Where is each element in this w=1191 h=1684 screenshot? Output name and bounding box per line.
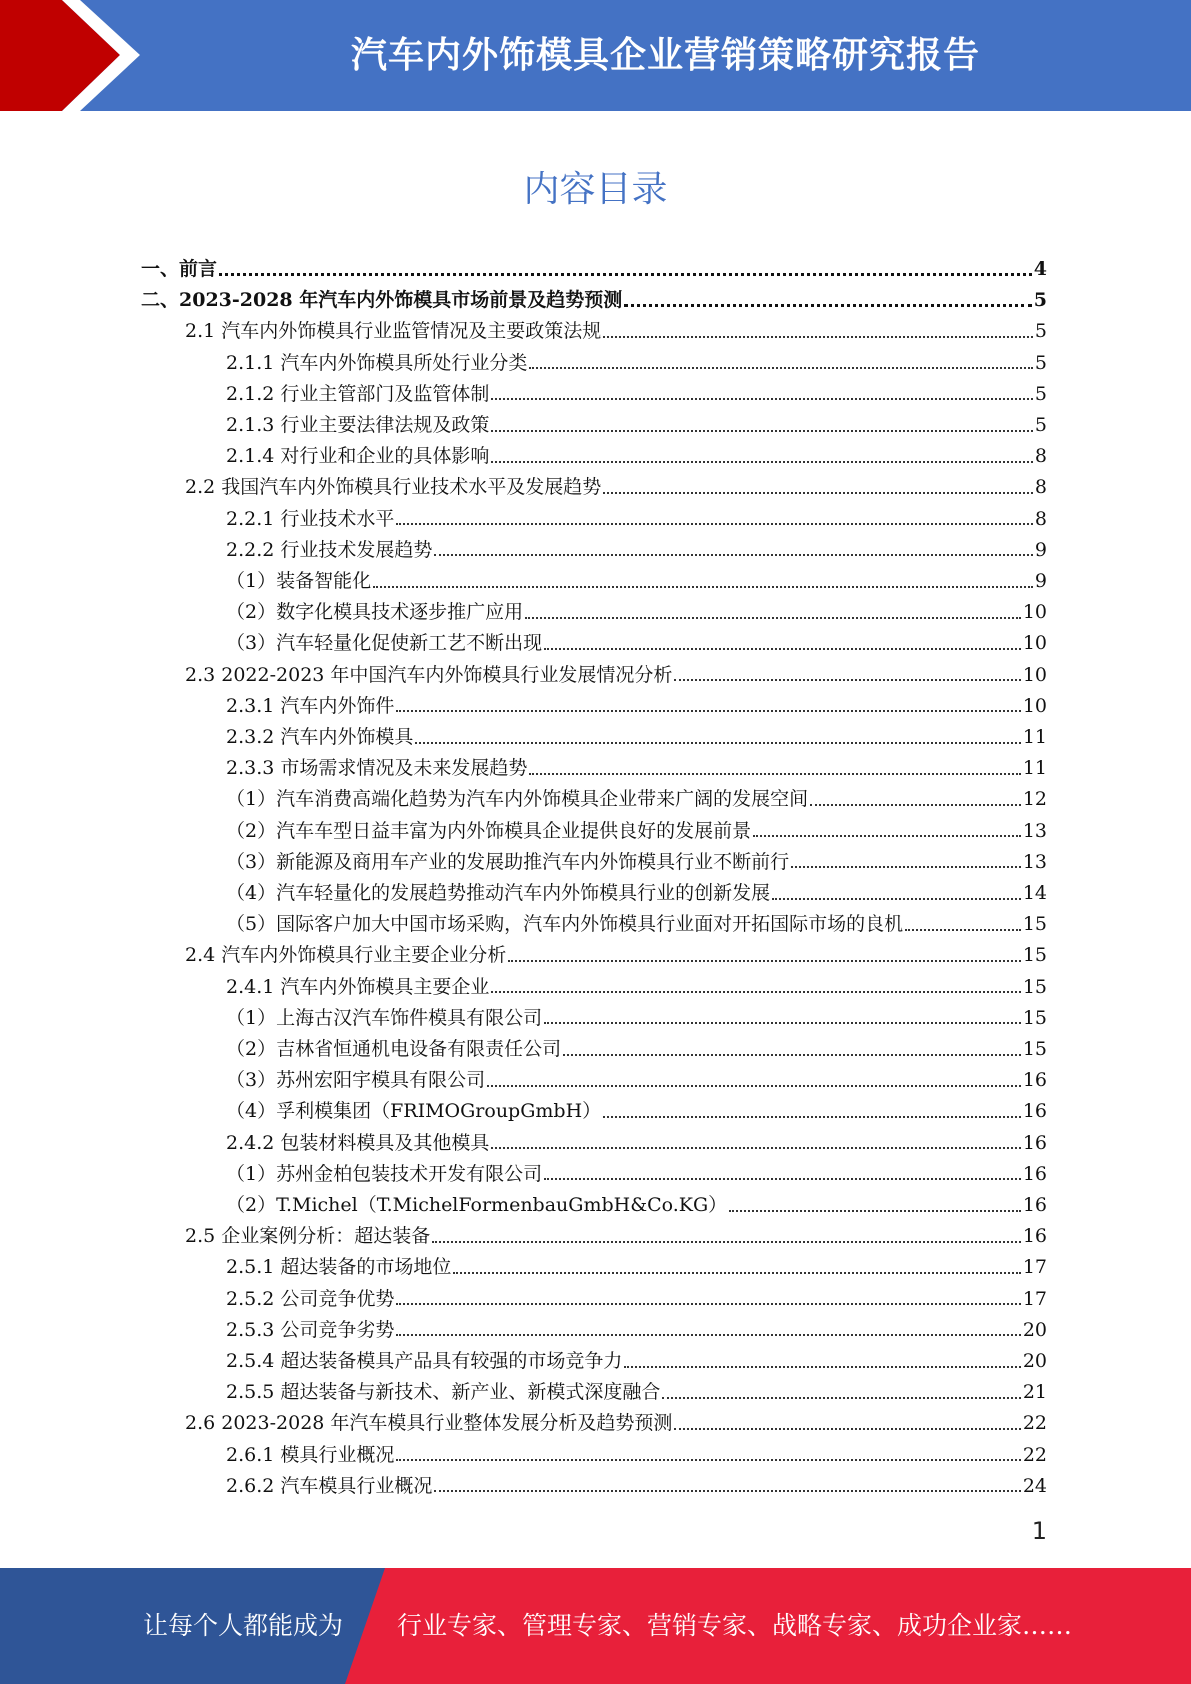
toc-entry[interactable]	[226, 691, 1047, 722]
toc-entry-text: 2.6.2 汽车模具行业概况	[226, 1474, 433, 1497]
toc-dot-leader	[624, 304, 1032, 307]
toc-entry-page: 5	[1033, 289, 1047, 312]
toc-dot-leader	[396, 1303, 1020, 1305]
toc-dot-leader	[544, 1178, 1021, 1180]
toc-entry-page: 10	[1022, 694, 1047, 717]
toc-entry[interactable]	[226, 1159, 1047, 1190]
toc-entry-text: （2）数字化模具技术逐步推广应用	[226, 601, 524, 624]
report-title: 汽车内外饰模具企业营销策略研究报告	[350, 34, 980, 76]
toc-entry-text: （5）国际客户加大中国市场采购，汽车内外饰模具行业面对开拓国际市场的良机	[226, 913, 904, 936]
toc-entry-text: 2.3.1 汽车内外饰件	[226, 694, 395, 717]
toc-entry-text: （2）T.Michel（T.MichelFormenbauGmbH&Co.KG）	[226, 1194, 728, 1216]
toc-entry-text: （1）上海古汉汽车饰件模具有限公司	[226, 1006, 543, 1029]
toc-entry[interactable]	[226, 1096, 1047, 1127]
toc-dot-leader	[525, 617, 1021, 619]
toc-entry-text: 2.5.3 公司竞争劣势	[226, 1318, 395, 1341]
toc-dot-leader	[508, 960, 1021, 962]
page-number: 1	[1031, 1517, 1047, 1545]
toc-title: 内容目录	[523, 169, 668, 210]
toc-entry-text: 2.3 2022-2023 年中国汽车内外饰模具行业发展情况分析	[185, 663, 673, 686]
toc-entry-text: 2.5.5 超达装备与新技术、新产业、新模式深度融合	[226, 1381, 661, 1404]
toc-entry-text: 2.4.2 包装材料模具及其他模具	[226, 1131, 490, 1154]
toc-dot-leader	[529, 367, 1033, 369]
toc-entry[interactable]	[226, 753, 1047, 784]
toc-entry-text: 2.4.1 汽车内外饰模具主要企业	[226, 975, 490, 998]
toc-entry-text: 一、前言	[141, 258, 218, 280]
toc-entry-text: 2.1.1 汽车内外饰模具所处行业分类	[226, 351, 528, 374]
toc-dot-leader	[772, 898, 1021, 900]
toc-entry[interactable]	[226, 1034, 1047, 1065]
toc-entry[interactable]	[141, 254, 1047, 285]
toc-entry[interactable]	[185, 660, 1047, 691]
toc-entry-page: 16	[1022, 1162, 1047, 1185]
toc-dot-leader	[491, 1147, 1020, 1149]
toc-entry-page: 4	[1033, 258, 1047, 280]
footer-banner	[0, 1568, 1191, 1684]
toc-dot-leader	[674, 679, 1020, 681]
toc-entry[interactable]	[226, 1284, 1047, 1315]
toc-entry-page: 16	[1022, 1100, 1047, 1123]
toc-entry[interactable]	[185, 472, 1047, 503]
toc-entry[interactable]	[226, 597, 1047, 628]
toc-entry[interactable]	[226, 878, 1047, 909]
toc-entry[interactable]	[226, 722, 1047, 753]
toc-dot-leader	[396, 1334, 1020, 1336]
footer-slogan-left: 让每个人都能成为	[143, 1611, 344, 1640]
toc-entry-page: 10	[1022, 632, 1047, 655]
toc-entry-page: 8	[1034, 476, 1047, 499]
toc-dot-leader	[487, 1085, 1021, 1087]
toc-entry-text: （1）苏州金柏包装技术开发有限公司	[226, 1162, 543, 1185]
toc-dot-leader	[434, 1490, 1020, 1492]
toc-entry-page: 16	[1022, 1194, 1047, 1216]
toc-dot-leader	[491, 461, 1033, 463]
toc-dot-leader	[396, 523, 1033, 525]
toc-entry-text: 2.1.3 行业主要法律法规及政策	[226, 414, 490, 436]
toc-entry-text: （4）汽车轻量化的发展趋势推动汽车内外饰模具行业的创新发展	[226, 882, 771, 904]
header-bar	[0, 0, 1191, 111]
toc-entry-page: 17	[1022, 1287, 1047, 1310]
toc-entry-page: 15	[1022, 1038, 1047, 1060]
toc-entry-page: 13	[1022, 850, 1047, 873]
toc-entry-page: 12	[1022, 788, 1047, 811]
toc-dot-leader	[453, 1272, 1020, 1274]
toc-entry-page: 8	[1034, 445, 1047, 468]
toc-entry-text: 2.5.2 公司竞争优势	[226, 1287, 395, 1310]
toc-dot-leader	[791, 866, 1021, 868]
toc-entry-page: 15	[1022, 975, 1047, 998]
toc-dot-leader	[753, 835, 1021, 837]
header-chevron-decoration	[0, 0, 160, 111]
toc-entry[interactable]	[226, 504, 1047, 535]
toc-entry-page: 15	[1022, 1006, 1047, 1029]
toc-dot-leader	[434, 554, 1033, 556]
toc-dot-leader	[729, 1210, 1021, 1212]
toc-dot-leader	[544, 648, 1021, 650]
toc-dot-leader	[373, 586, 1033, 588]
toc-entry[interactable]	[226, 1003, 1047, 1034]
toc-dot-leader	[491, 398, 1033, 400]
toc-entry[interactable]	[226, 1128, 1047, 1159]
toc-entry-page: 22	[1022, 1412, 1047, 1435]
toc-dot-leader	[563, 1054, 1021, 1056]
toc-entry-page: 16	[1022, 1131, 1047, 1154]
toc-entry[interactable]	[226, 410, 1047, 441]
toc-entry-text: 2.6.1 模具行业概况	[226, 1443, 395, 1466]
toc-entry[interactable]	[185, 1221, 1047, 1252]
toc-entry-page: 5	[1034, 414, 1047, 436]
toc-dot-leader	[529, 773, 1020, 775]
toc-entry[interactable]	[185, 316, 1047, 347]
toc-entry[interactable]	[226, 1190, 1047, 1221]
toc-dot-leader	[662, 1397, 1020, 1399]
toc-dot-leader	[674, 1428, 1020, 1430]
toc-entry-text: 2.1.2 行业主管部门及监管体制	[226, 382, 490, 405]
toc-dot-leader	[415, 742, 1020, 744]
toc-entry[interactable]	[226, 784, 1047, 815]
toc-entry-text: （4）孚利模集团（FRIMOGroupGmbH）	[226, 1100, 602, 1123]
toc-entry-text: （3）苏州宏阳宇模具有限公司	[226, 1069, 486, 1092]
toc-entry-page: 17	[1022, 1256, 1047, 1279]
toc-entry[interactable]	[226, 535, 1047, 566]
toc-entry-page: 21	[1022, 1381, 1047, 1404]
toc-dot-leader	[624, 1366, 1020, 1368]
toc-dot-leader	[544, 1022, 1021, 1024]
toc-entry-page: 24	[1022, 1474, 1047, 1497]
toc-entry-page: 9	[1034, 570, 1047, 592]
toc-entry-page: 10	[1022, 601, 1047, 624]
toc-entry[interactable]	[226, 1315, 1047, 1346]
toc-entry-page: 16	[1022, 1069, 1047, 1092]
toc-entry[interactable]	[226, 909, 1047, 940]
toc-entry[interactable]	[226, 1471, 1047, 1502]
toc-dot-leader	[491, 430, 1033, 432]
toc-entry-page: 11	[1022, 757, 1047, 780]
toc-entry-text: （1）装备智能化	[226, 570, 372, 592]
toc-entry-page: 5	[1034, 320, 1047, 343]
toc-entry[interactable]	[226, 847, 1047, 878]
toc-dot-leader	[432, 1241, 1021, 1243]
toc-entry-page: 20	[1022, 1318, 1047, 1341]
toc-entry-text: 2.3.2 汽车内外饰模具	[226, 726, 414, 748]
toc-entry-page: 15	[1022, 913, 1047, 936]
toc-entry-text: 2.5.4 超达装备模具产品具有较强的市场竞争力	[226, 1350, 623, 1372]
toc-entry-text: 2.1.4 对行业和企业的具体影响	[226, 445, 490, 468]
toc-entry-page: 10	[1022, 663, 1047, 686]
toc-entry-page: 11	[1022, 726, 1047, 748]
toc-dot-leader	[219, 273, 1032, 276]
toc-dot-leader	[603, 336, 1033, 338]
footer-slogan-right: 行业专家、管理专家、营销专家、战略专家、成功企业家……	[397, 1611, 1073, 1640]
toc-entry-text: 2.2.2 行业技术发展趋势	[226, 538, 433, 561]
toc-entry-page: 9	[1034, 538, 1047, 561]
toc-entry[interactable]	[226, 816, 1047, 847]
toc-entry[interactable]	[141, 285, 1047, 316]
toc-entry[interactable]	[226, 1346, 1047, 1377]
toc-entry-text: 2.2 我国汽车内外饰模具行业技术水平及发展趋势	[185, 476, 602, 499]
toc-dot-leader	[603, 492, 1033, 494]
toc-entry[interactable]	[226, 348, 1047, 379]
toc-dot-leader	[603, 1116, 1021, 1118]
toc-entry-page: 5	[1034, 351, 1047, 374]
toc-entry-text: （3）新能源及商用车产业的发展助推汽车内外饰模具行业不断前行	[226, 850, 790, 873]
toc-entry[interactable]	[226, 1252, 1047, 1283]
toc-entry[interactable]	[226, 441, 1047, 472]
toc-entry-text: 2.2.1 行业技术水平	[226, 507, 395, 530]
toc-entry-text: 2.5.1 超达装备的市场地位	[226, 1256, 452, 1279]
toc-entry-text: （2）汽车车型日益丰富为内外饰模具企业提供良好的发展前景	[226, 819, 752, 842]
toc-entry[interactable]	[185, 940, 1047, 971]
toc-entry[interactable]	[226, 972, 1047, 1003]
toc-entry-text: 2.1 汽车内外饰模具行业监管情况及主要政策法规	[185, 320, 602, 343]
toc-dot-leader	[810, 804, 1021, 806]
toc-entry-page: 5	[1034, 382, 1047, 405]
toc-entry-text: （1）汽车消费高端化趋势为汽车内外饰模具企业带来广阔的发展空间	[226, 788, 809, 811]
toc-entry-page: 8	[1034, 507, 1047, 530]
toc-dot-leader	[396, 710, 1020, 712]
toc-entry-text: 2.5 企业案例分析：超达装备	[185, 1225, 431, 1248]
toc-entry-text: （3）汽车轻量化促使新工艺不断出现	[226, 632, 543, 655]
toc-entry[interactable]	[226, 628, 1047, 659]
toc-entry-page: 22	[1022, 1443, 1047, 1466]
toc-dot-leader	[905, 929, 1021, 931]
toc-entry-page: 15	[1022, 944, 1047, 967]
toc-entry-page: 20	[1022, 1350, 1047, 1372]
toc-dot-leader	[491, 991, 1020, 993]
toc-entry[interactable]	[226, 1065, 1047, 1096]
toc-entry-page: 13	[1022, 819, 1047, 842]
toc-entry-page: 14	[1022, 882, 1047, 904]
toc-entry[interactable]	[226, 566, 1047, 597]
toc-entry-text: 2.4 汽车内外饰模具行业主要企业分析	[185, 944, 507, 967]
toc-entry[interactable]	[226, 1377, 1047, 1408]
toc-entry-text: 2.3.3 市场需求情况及未来发展趋势	[226, 757, 528, 780]
toc-entry[interactable]	[226, 1440, 1047, 1471]
toc-entry-page: 16	[1022, 1225, 1047, 1248]
toc-entry-text: （2）吉林省恒通机电设备有限责任公司	[226, 1038, 562, 1060]
toc-entry[interactable]	[226, 379, 1047, 410]
toc-dot-leader	[396, 1459, 1020, 1461]
toc-entry-text: 2.6 2023-2028 年汽车模具行业整体发展分析及趋势预测	[185, 1412, 673, 1435]
toc-entry-text: 二、2023-2028 年汽车内外饰模具市场前景及趋势预测	[141, 289, 623, 312]
toc-entry[interactable]	[185, 1408, 1047, 1439]
